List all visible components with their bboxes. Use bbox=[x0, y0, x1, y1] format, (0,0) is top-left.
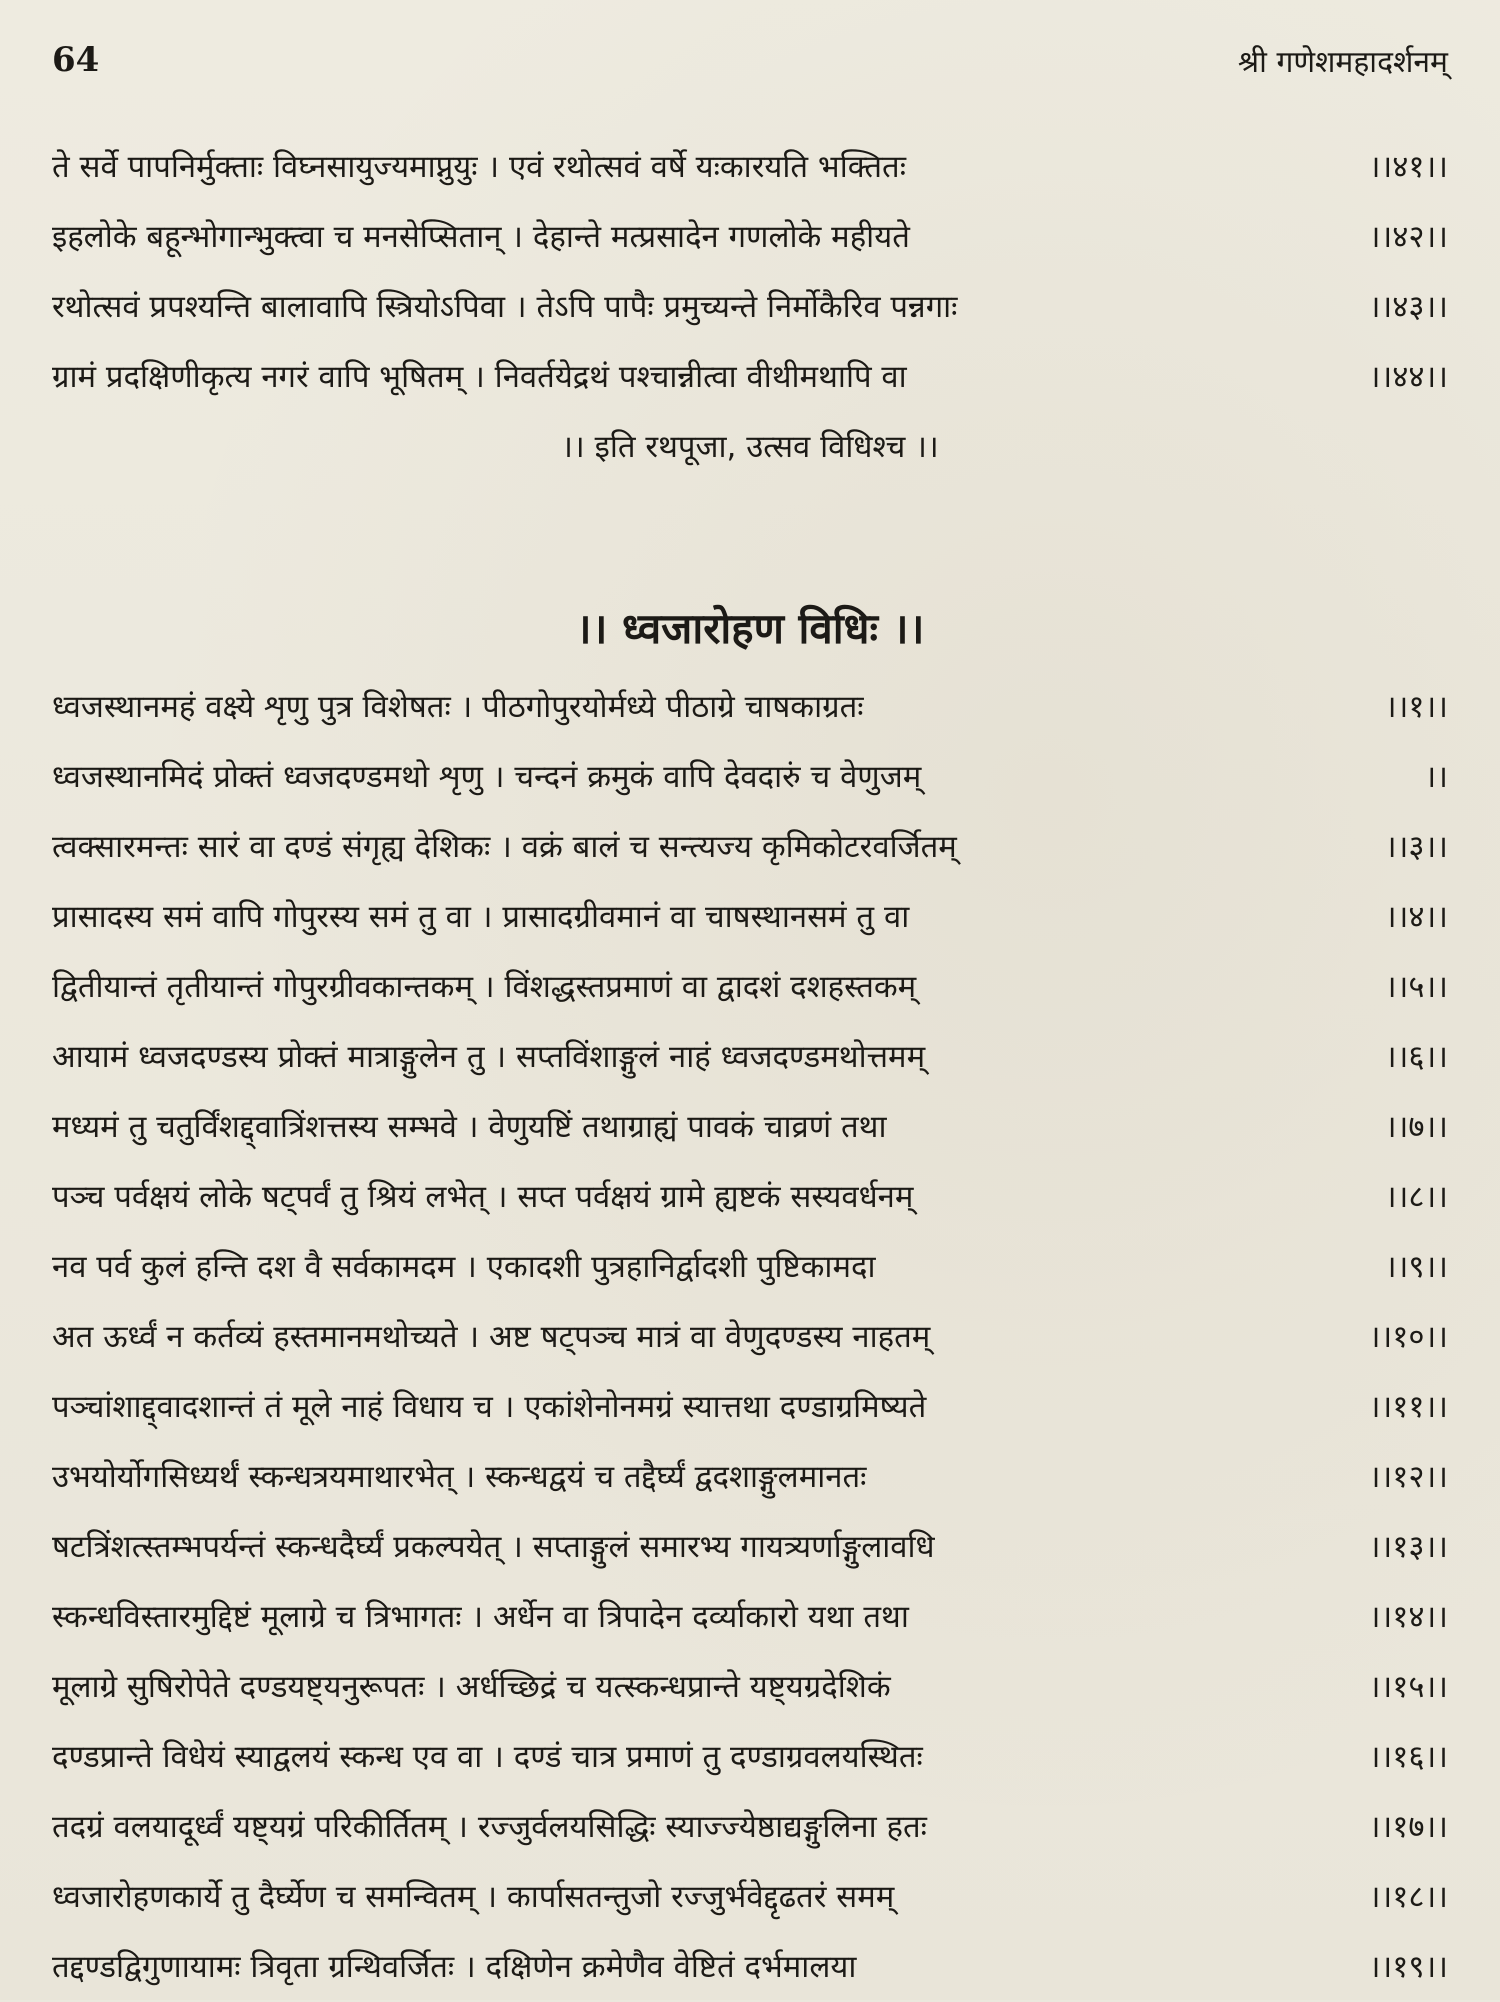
verse-number: ।।४३।। bbox=[1368, 289, 1448, 325]
verse-line bbox=[52, 1232, 1448, 1302]
verse-line bbox=[52, 742, 1448, 812]
verse-number: ।।४४।। bbox=[1368, 359, 1448, 395]
verse-line bbox=[52, 1722, 1448, 1792]
verse-number: ।।४२।। bbox=[1368, 219, 1448, 255]
verse-text: इहलोके बहून्भोगान्भुक्त्वा च मनसेप्सितान् । देहान्ते मत्प्रसादेन गणलोके महीयते bbox=[52, 219, 910, 255]
top-verse-block bbox=[52, 132, 1448, 482]
verse-text: मूलाग्रे सुषिरोपेते दण्डयष्ट्यनुरूपतः । अर्धच्छिद्रं च यत्स्कन्धप्रान्ते यष्ट्यग्रदेशिकं bbox=[52, 1669, 891, 1705]
verse-text: अत ऊर्ध्वं न कर्तव्यं हस्तमानमथोच्यते । अष्ट षट्पञ्च मात्रं वा वेणुदण्डस्य नाहतम् bbox=[52, 1319, 931, 1355]
verse-text: ध्वजारोहणकार्ये तु दैर्घ्येण च समन्वितम् । कार्पासतन्तुजो रज्जुर्भवेद्दृढतरं समम् bbox=[52, 1879, 895, 1915]
verse-number: ।।१०।। bbox=[1368, 1319, 1448, 1355]
verse-line bbox=[52, 882, 1448, 952]
verse-block bbox=[52, 672, 1448, 2002]
verse-number: ।।४।। bbox=[1384, 899, 1448, 935]
verse-line bbox=[52, 952, 1448, 1022]
verse-text: नव पर्व कुलं हन्ति दश वै सर्वकामदम । एकादशी पुत्रहानिर्द्वादशी पुष्टिकामदा bbox=[52, 1249, 876, 1285]
verse-number: ।।१८।। bbox=[1368, 1879, 1448, 1915]
verse-number: ।।९।। bbox=[1384, 1249, 1448, 1285]
verse-line bbox=[52, 1652, 1448, 1722]
verse-number: ।।१२।। bbox=[1368, 1459, 1448, 1495]
verse-number: ।।६।। bbox=[1384, 1039, 1448, 1075]
verse-text: प्रासादस्य समं वापि गोपुरस्य समं तु वा । प्रासादग्रीवमानं वा चाषस्थानसमं तु वा bbox=[52, 899, 910, 935]
verse-line bbox=[52, 1442, 1448, 1512]
verse-number: ।।१५।। bbox=[1368, 1669, 1448, 1705]
verse-text: पञ्चांशाद्द्वादशान्तं तं मूले नाहं विधाय च । एकांशेनोनमग्रं स्यात्तथा दण्डाग्रमिष्यते bbox=[52, 1389, 927, 1425]
verse-text: ध्वजस्थानमिदं प्रोक्तं ध्वजदण्डमथो शृणु । चन्दनं क्रमुकं वापि देवदारुं च वेणुजम् bbox=[52, 759, 922, 795]
verse-text: उभयोर्योगसिध्यर्थं स्कन्धत्रयमाथारभेत् । स्कन्धद्वयं च तद्दैर्घ्यं द्वदशाङ्गुलमानतः bbox=[52, 1459, 867, 1495]
verse-number: ।।१७।। bbox=[1368, 1809, 1448, 1845]
verse-text: षटत्रिंशत्स्तम्भपर्यन्तं स्कन्धदैर्घ्यं प्रकल्पयेत् । सप्ताङ्गुलं समारभ्य गायत्र्यर्णाङ्गुलावधि bbox=[52, 1529, 935, 1565]
verse-line bbox=[52, 812, 1448, 882]
verse-line bbox=[52, 1302, 1448, 1372]
verse-text: तदग्रं वलयादूर्ध्वं यष्ट्यग्रं परिकीर्तितम् । रज्जुर्वलयसिद्धिः स्याज्ज्येष्ठाद्यङ्गुलिना हतः bbox=[52, 1809, 927, 1845]
verse-number: ।।३।। bbox=[1384, 829, 1448, 865]
colophon: ।। इति रथपूजा, उत्सव विधिश्च ।। bbox=[561, 429, 939, 465]
verse-number: ।।५।। bbox=[1384, 969, 1448, 1005]
section-title: ।। ध्वजारोहण विधिः ।। bbox=[575, 604, 925, 653]
verse-text: द्वितीयान्तं तृतीयान्तं गोपुरग्रीवकान्तकम् । विंशद्धस्तप्रमाणं वा द्वादशं दशहस्तकम् bbox=[52, 969, 917, 1005]
page-number: 64 bbox=[52, 40, 100, 80]
section-heading-block bbox=[52, 584, 1448, 674]
verse-number: ।। bbox=[1424, 759, 1448, 795]
verse-number: ।।१३।। bbox=[1368, 1529, 1448, 1565]
verse-number: ।।४१।। bbox=[1368, 149, 1448, 185]
verse-line bbox=[52, 1792, 1448, 1862]
verse-text: दण्डप्रान्ते विधेयं स्याद्वलयं स्कन्ध एव वा । दण्डं चात्र प्रमाणं तु दण्डाग्रवलयस्थितः bbox=[52, 1739, 923, 1775]
verse-line bbox=[52, 1862, 1448, 1932]
verse-text: रथोत्सवं प्रपश्यन्ति बालावापि स्त्रियोऽपिवा । तेऽपि पापैः प्रमुच्यन्ते निर्मोकैरिव पन्नगाः bbox=[52, 289, 958, 325]
verse-text: पञ्च पर्वक्षयं लोके षट्पर्वं तु श्रियं लभेत् । सप्त पर्वक्षयं ग्रामे ह्यष्टकं सस्यवर्धनम् bbox=[52, 1179, 914, 1215]
verse-line bbox=[52, 672, 1448, 742]
verse-number: ।।१६।। bbox=[1368, 1739, 1448, 1775]
verse-line bbox=[52, 342, 1448, 412]
verse-text: ध्वजस्थानमहं वक्ष्ये शृणु पुत्र विशेषतः । पीठगोपुरयोर्मध्ये पीठाग्रे चाषकाग्रतः bbox=[52, 689, 864, 725]
verse-line bbox=[52, 1372, 1448, 1442]
verse-number: ।।१९।। bbox=[1368, 1949, 1448, 1985]
verse-line bbox=[52, 1512, 1448, 1582]
verse-number: ।।१।। bbox=[1384, 689, 1448, 725]
verse-text: ग्रामं प्रदक्षिणीकृत्य नगरं वापि भूषितम् । निवर्तयेद्रथं पश्चान्नीत्वा वीथीमथापि वा bbox=[52, 359, 907, 395]
verse-line bbox=[52, 1932, 1448, 2002]
verse-text: मध्यमं तु चतुर्विंशद्द्वात्रिंशत्तस्य सम्भवे । वेणुयष्टिं तथाग्राह्यं पावकं चाव्रणं तथा bbox=[52, 1109, 887, 1145]
verse-number: ।।७।। bbox=[1384, 1109, 1448, 1145]
verse-line bbox=[52, 202, 1448, 272]
verse-text: ते सर्वे पापनिर्मुक्ताः विघ्नसायुज्यमाप्नुयुः । एवं रथोत्सवं वर्षे यःकारयति भक्तितः bbox=[52, 149, 906, 185]
verse-number: ।।८।। bbox=[1384, 1179, 1448, 1215]
verse-line bbox=[52, 272, 1448, 342]
verse-line bbox=[52, 132, 1448, 202]
verse-line bbox=[52, 1092, 1448, 1162]
verse-text: आयामं ध्वजदण्डस्य प्रोक्तं मात्राङ्गुलेन तु । सप्तविंशाङ्गुलं नाहं ध्वजदण्डमथोत्तमम् bbox=[52, 1039, 926, 1075]
verse-line bbox=[52, 1582, 1448, 1652]
verse-number: ।।११।। bbox=[1368, 1389, 1448, 1425]
verse-text: त्वक्सारमन्तः सारं वा दण्डं संगृह्य देशिकः । वक्रं बालं च सन्त्यज्य कृमिकोटरवर्जितम् bbox=[52, 829, 957, 865]
page-header bbox=[52, 40, 1448, 90]
verse-number: ।।१४।। bbox=[1368, 1599, 1448, 1635]
verse-line bbox=[52, 1162, 1448, 1232]
verse-text: तद्दण्डद्विगुणायामः त्रिवृता ग्रन्थिवर्जितः । दक्षिणेन क्रमेणैव वेष्टितं दर्भमालया bbox=[52, 1949, 857, 1985]
running-head: श्री गणेशमहादर्शनम् bbox=[1237, 45, 1448, 80]
verse-text: स्कन्धविस्तारमुद्दिष्टं मूलाग्रे च त्रिभागतः । अर्धेन वा त्रिपादेन दर्व्याकारो यथा तथा bbox=[52, 1599, 909, 1635]
verse-line bbox=[52, 1022, 1448, 1092]
